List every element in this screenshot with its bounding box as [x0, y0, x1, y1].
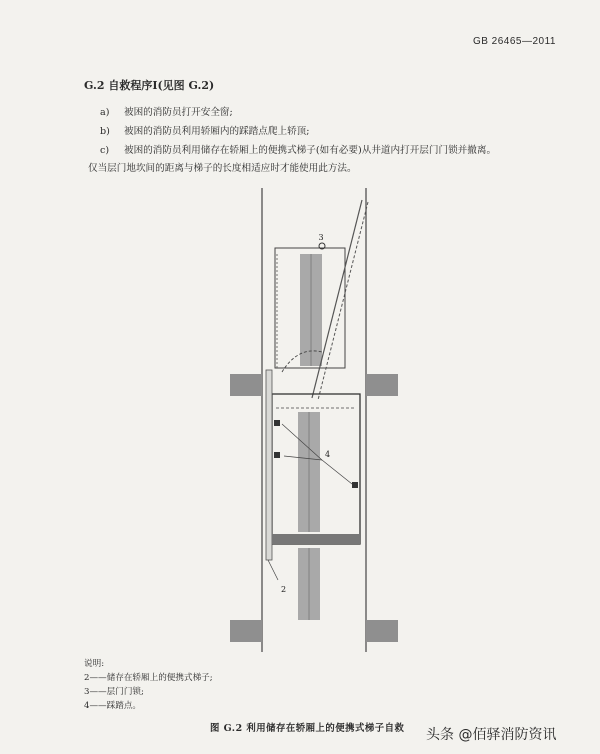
step-text: 被困的消防员利用储存在轿厢上的便携式梯子(如有必要)从井道内打开层门门锁并撤离。 — [124, 145, 497, 156]
landing-slab-upper-left — [230, 374, 262, 396]
landing-slab-lower-right — [366, 620, 398, 642]
step-tag: b) — [100, 126, 110, 137]
standard-code: GB 26465—2011 — [472, 36, 556, 47]
foothold-1 — [274, 420, 280, 426]
callout-4: 4 — [325, 450, 331, 459]
legend-title: 说明: — [84, 659, 105, 669]
callout-2: 2 — [281, 585, 287, 594]
step-tag: a) — [100, 107, 110, 118]
landing-slab-lower-left — [230, 620, 262, 642]
foothold-leader-3 — [322, 460, 352, 484]
step-text: 被困的消防员利用轿厢内的踩踏点爬上轿顶; — [124, 126, 310, 137]
legend-item: 2——储存在轿厢上的便携式梯子; — [84, 673, 213, 683]
step-tag: c) — [100, 145, 110, 156]
foothold-2 — [274, 452, 280, 458]
callout-3: 3 — [318, 233, 324, 242]
section-title: G.2 自救程序Ⅰ(见图 G.2) — [84, 79, 215, 92]
legend-item: 4——踩踏点。 — [84, 701, 142, 711]
foothold-3 — [352, 482, 358, 488]
watermark-label: 头条 @佰驿消防资讯 — [426, 727, 557, 743]
usage-note: 仅当层门地坎间的距离与梯子的长度相适应时才能使用此方法。 — [88, 163, 357, 174]
ladder-rail-b — [318, 202, 368, 400]
stored-ladder — [266, 370, 272, 560]
legend — [84, 657, 213, 713]
step-text: 被困的消防员打开安全窗; — [124, 107, 233, 118]
legend-item: 3——层门门锁; — [84, 687, 144, 697]
car-floor-slab — [272, 534, 360, 544]
figure-caption: 图 G.2 利用储存在轿厢上的便携式梯子自救 — [210, 723, 405, 734]
landing-slab-upper-right — [366, 374, 398, 396]
ladder-leader — [268, 560, 278, 580]
